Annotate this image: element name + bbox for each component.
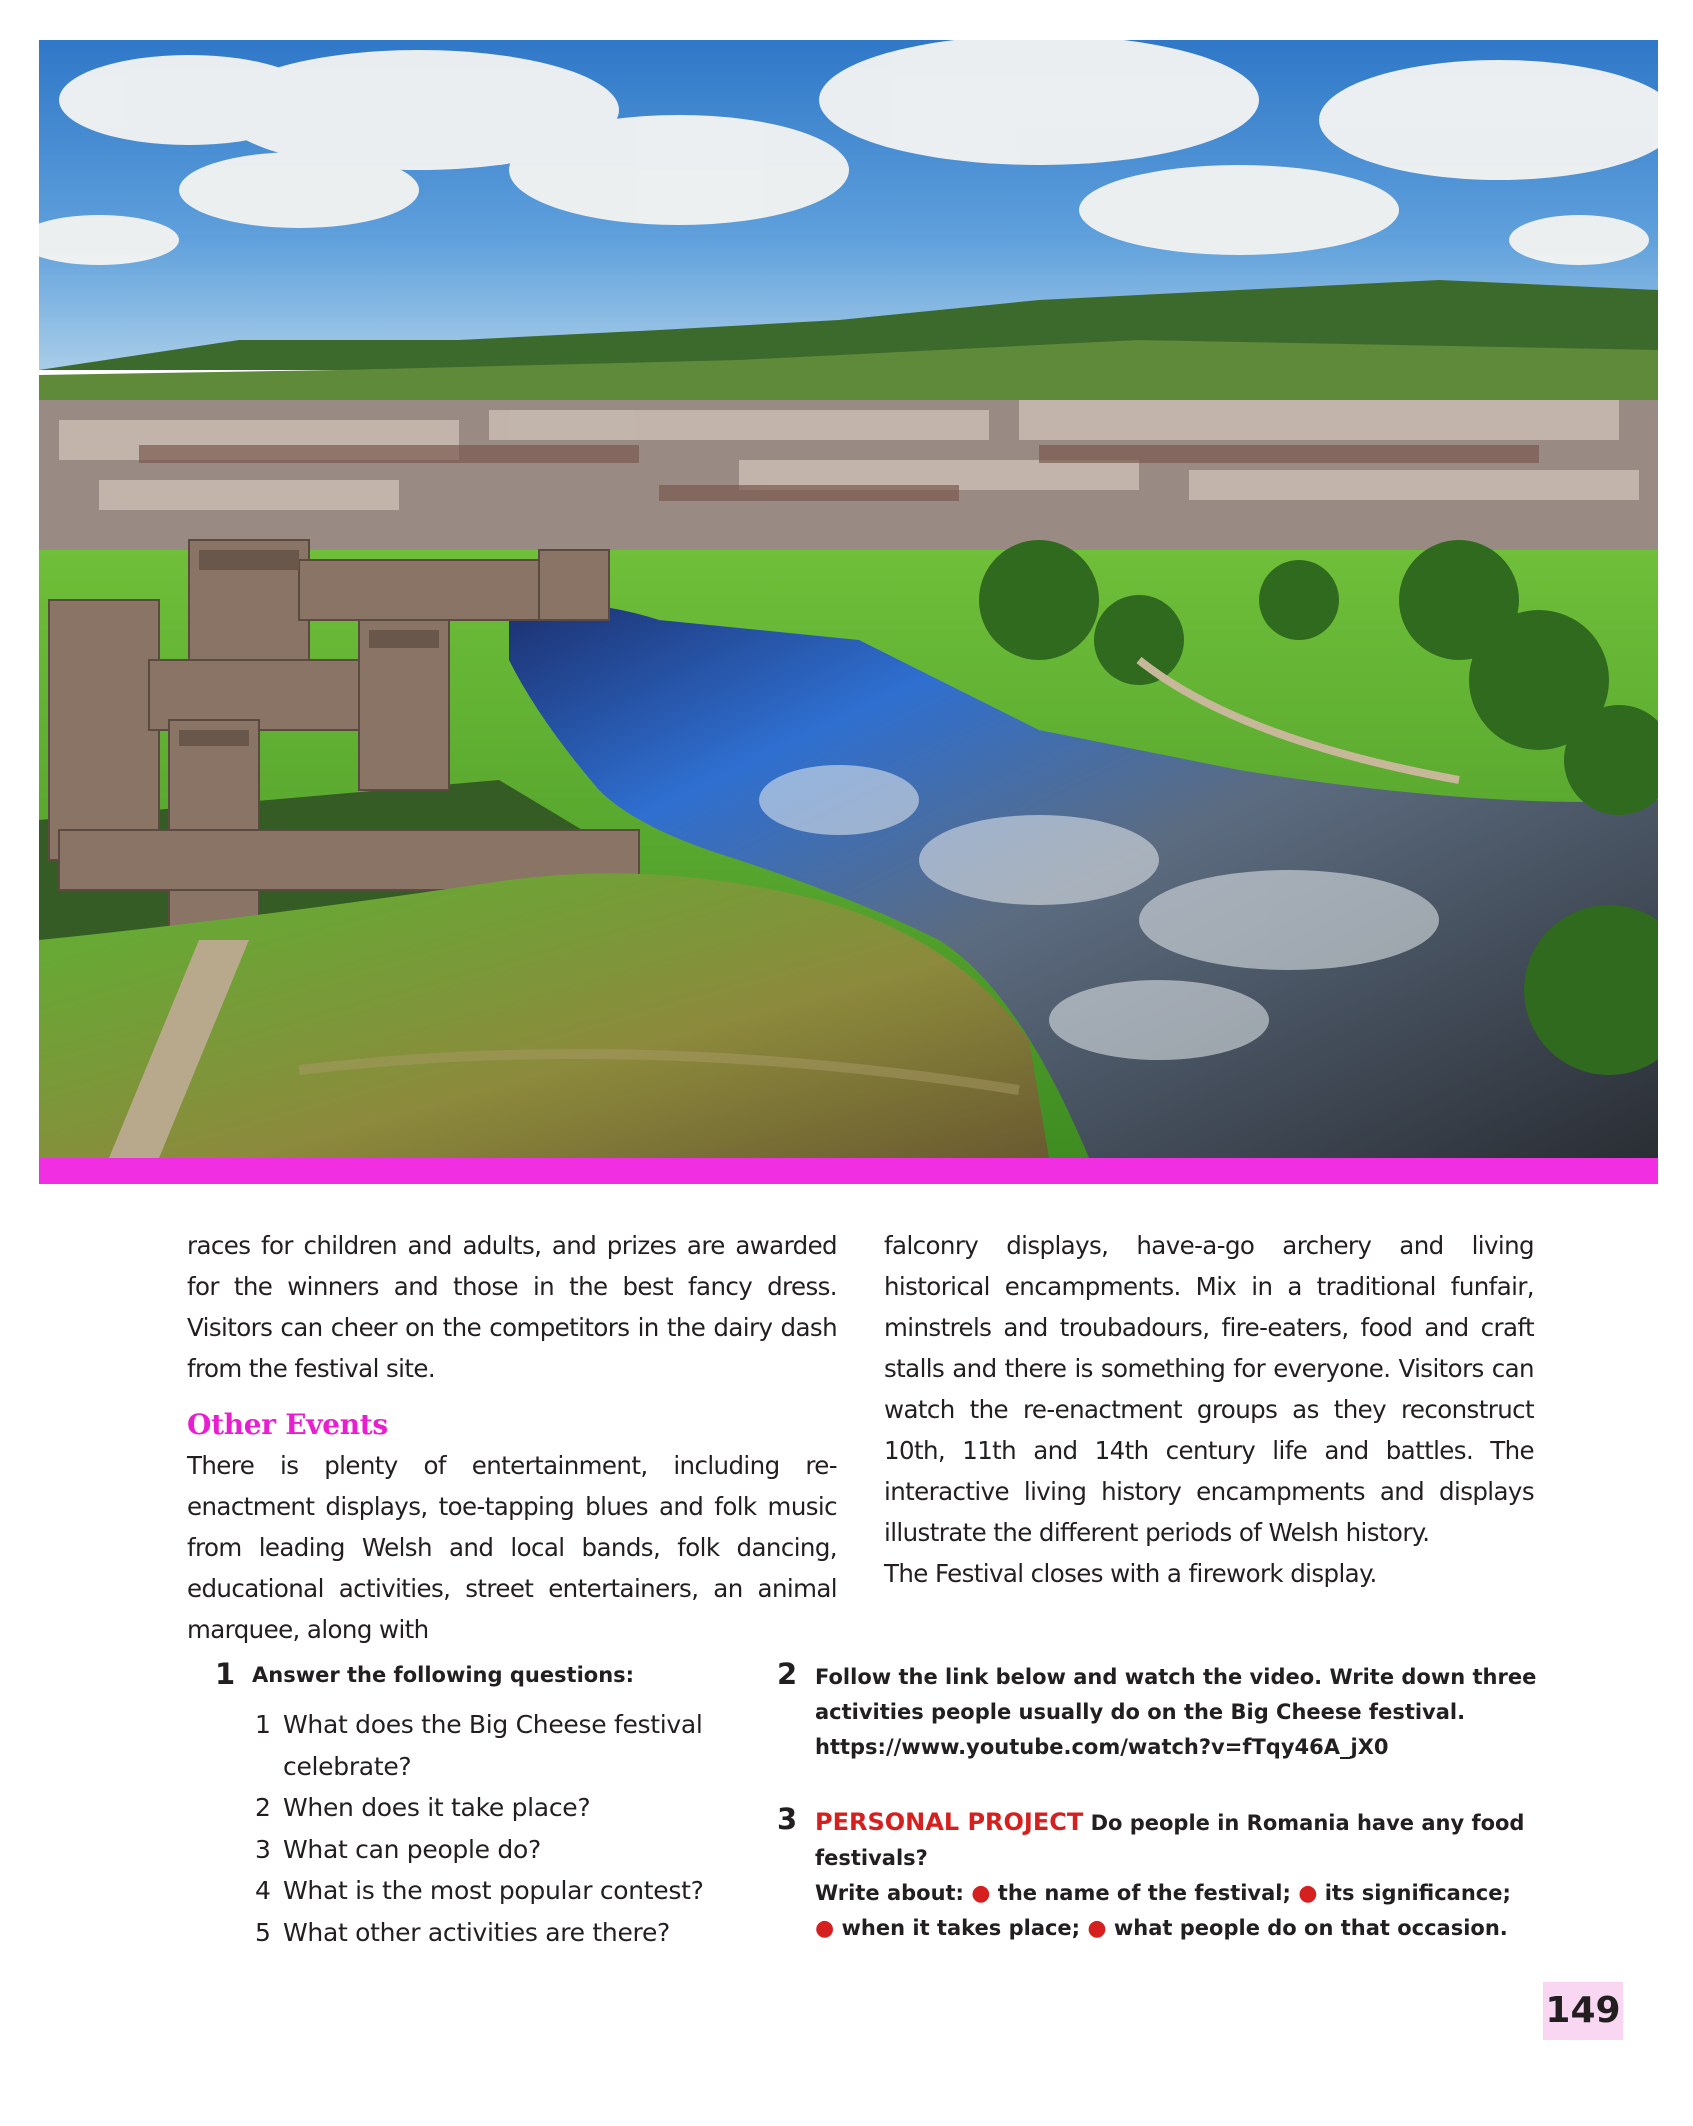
point-text: the name of the festival; xyxy=(997,1881,1291,1905)
castle-aerial-photo xyxy=(39,40,1658,1158)
accent-bar xyxy=(39,1158,1658,1184)
left-column xyxy=(187,1225,837,1650)
question-number: 4 xyxy=(255,1876,271,1905)
question-text: What is the most popular contest? xyxy=(283,1876,704,1905)
question-number: 2 xyxy=(255,1793,271,1822)
point-text: its significance; xyxy=(1324,1881,1511,1905)
task-body xyxy=(815,1805,1557,1946)
question-item xyxy=(255,1912,735,1954)
task-2 xyxy=(777,1657,1557,1765)
closing-line: The Festival closes with a firework display. xyxy=(884,1559,1377,1588)
bullet-icon: ● xyxy=(971,1881,991,1906)
task-body xyxy=(815,1660,1557,1765)
intro-paragraph: races for children and adults, and prizes are awarded for the winners and those in the best fancy dress. Visitors can cheer on the competitors in the dairy dash from the festival site. xyxy=(187,1231,837,1383)
page-number: 149 xyxy=(1543,1982,1623,2040)
project-question: Do people in Romania have any food festivals? xyxy=(815,1811,1525,1870)
task-number: 2 xyxy=(777,1657,798,1691)
question-text: What can people do? xyxy=(283,1834,541,1864)
task-number: 1 xyxy=(215,1657,236,1691)
write-about-label: Write about: xyxy=(815,1881,964,1905)
task-number: 3 xyxy=(777,1802,798,1836)
question-item xyxy=(255,1787,735,1829)
question-number: 1 xyxy=(255,1710,271,1739)
bullet-icon: ● xyxy=(1087,1916,1107,1941)
right-column xyxy=(884,1225,1534,1594)
question-text: What does the Big Cheese festival celebrate? xyxy=(283,1710,703,1781)
bullet-icon: ● xyxy=(1298,1881,1318,1906)
question-text: When does it take place? xyxy=(283,1793,591,1822)
video-link[interactable]: https://www.youtube.com/watch?v=fTqy46A_jX0 xyxy=(815,1735,1389,1759)
task-3 xyxy=(777,1802,1557,1946)
task-instruction: Follow the link below and watch the video. Write down three activities people usually do on the Big Cheese festival. xyxy=(815,1665,1537,1724)
section-heading-other-events: Other Events xyxy=(187,1408,388,1441)
question-item xyxy=(255,1829,735,1871)
continued-paragraph: falconry displays, have-a-go archery and living historical encampments. Mix in a traditional funfair, minstrels and troubadours, fire-eaters, food and craft stalls and there is something for everyone. Visitors can watch the re-enactment groups as they reconstruct 10th, 11th and 14th century life and battles. The interactive living history encampments and displays illustrate the different periods of Welsh history. xyxy=(884,1231,1534,1547)
personal-project-label: PERSONAL PROJECT xyxy=(815,1808,1084,1836)
question-number: 5 xyxy=(255,1917,271,1947)
question-list xyxy=(215,1704,735,1953)
point-text: what people do on that occasion. xyxy=(1113,1916,1508,1940)
point-text: when it takes place; xyxy=(841,1916,1081,1940)
question-item xyxy=(255,1704,735,1787)
bullet-icon: ● xyxy=(815,1916,835,1941)
task-instruction: Answer the following questions: xyxy=(252,1663,635,1687)
question-text: What other activities are there? xyxy=(283,1917,671,1947)
task-1 xyxy=(215,1657,735,1953)
events-paragraph: There is plenty of entertainment, including re-enactment displays, toe-tapping blues and folk music from leading Welsh and local bands, folk dancing, educational activities, street entertainers, an animal marquee, along with xyxy=(187,1451,837,1644)
question-number: 3 xyxy=(255,1834,271,1864)
question-item xyxy=(255,1870,735,1912)
